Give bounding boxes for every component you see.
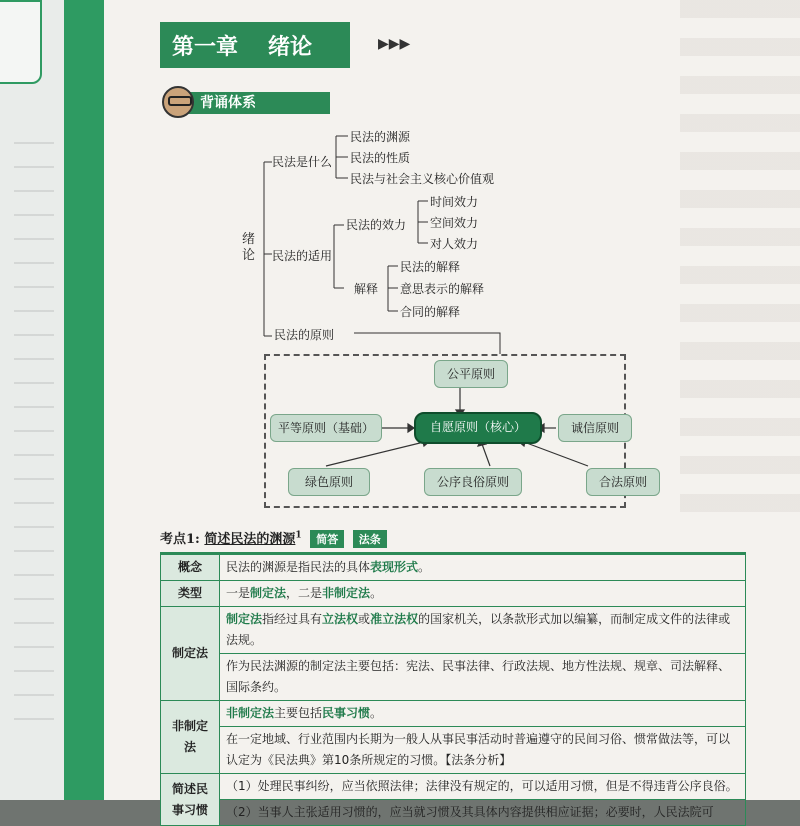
row-content — [220, 554, 746, 581]
cell-emphasis: 表现形式 — [370, 560, 419, 574]
mindmap-leaf: 民法的解释 — [400, 260, 461, 274]
kaodian-heading — [160, 528, 387, 548]
row-content: （2）当事人主张适用习惯的，应当就习惯及其具体内容提供相应证据；必要时，人民法院可 — [220, 800, 746, 826]
table-row — [161, 654, 746, 701]
cell-text: 指经过具有 — [262, 612, 323, 626]
table-row — [161, 774, 746, 800]
mindmap-node: 民法的效力 — [346, 218, 407, 232]
cell-emphasis: 立法权 — [322, 612, 359, 626]
cell-text: 一是 — [226, 586, 251, 600]
kaodian-title: 简述民法的渊源 — [204, 532, 296, 547]
principle-voluntariness: 自愿原则（核心） — [414, 412, 542, 444]
mindmap-root: 绪论 — [242, 232, 256, 263]
row-content — [220, 607, 746, 654]
mindmap-leaf: 合同的解释 — [400, 305, 461, 319]
table-row — [161, 554, 746, 581]
mindmap-node: 解释 — [354, 282, 379, 296]
cell-emphasis: 民事习惯 — [322, 706, 371, 720]
book-page — [104, 0, 800, 819]
cell-emphasis: 非制定法 — [322, 586, 371, 600]
section-label: 背诵体系 — [186, 92, 330, 114]
cell-text: 。 — [418, 560, 431, 574]
tag-short-answer: 简答 — [310, 530, 344, 548]
principle-fairness: 公平原则 — [434, 360, 508, 388]
row-content — [220, 701, 746, 727]
mindmap-branch-1: 民法是什么 — [272, 155, 333, 169]
mindmap-leaf: 空间效力 — [430, 216, 479, 230]
table-row — [161, 607, 746, 654]
cell-text: 。 — [370, 706, 383, 720]
principle-good-faith: 诚信原则 — [558, 414, 632, 442]
row-header: 简述民事习惯 — [161, 774, 220, 826]
mindmap-leaf: 民法与社会主义核心价值观 — [350, 172, 495, 186]
cell-text: 主要包括 — [274, 706, 323, 720]
principle-equality: 平等原则（基础） — [270, 414, 382, 442]
table-row — [161, 581, 746, 607]
principle-green: 绿色原则 — [288, 468, 370, 496]
cell-text: 的国家机关，以条款形式加以编纂，而制定成文件的法律或法规。 — [226, 612, 731, 647]
cell-emphasis: 非制定法 — [226, 706, 275, 720]
row-content: （1）处理民事纠纷，应当依照法律；法律没有规定的，可以适用习惯，但是不得违背公序良俗。 — [220, 774, 746, 800]
cell-emphasis: 制定法 — [250, 586, 287, 600]
mindmap-leaf: 对人效力 — [430, 237, 479, 251]
cell-text: ，二是 — [286, 586, 323, 600]
mindmap-leaf: 民法的性质 — [350, 151, 411, 165]
mindmap-leaf: 时间效力 — [430, 195, 479, 209]
kaodian-prefix: 考点1: — [160, 532, 200, 547]
table-row — [161, 800, 746, 826]
left-page-tab — [0, 0, 42, 84]
cell-text: 或 — [358, 612, 371, 626]
row-header: 类型 — [161, 581, 220, 607]
principle-legality: 合法原则 — [586, 468, 660, 496]
cell-text: 民法的渊源是指民法的具体 — [226, 560, 371, 574]
chapter-number: 第一章 — [172, 34, 239, 60]
row-content — [220, 581, 746, 607]
kaodian-footnote: 1 — [295, 530, 302, 541]
cell-emphasis: 准立法权 — [370, 612, 419, 626]
mindmap-branch-2: 民法的适用 — [272, 249, 333, 263]
row-header: 概念 — [161, 554, 220, 581]
chapter-arrows-icon: ▶▶▶ — [378, 36, 411, 52]
table-row — [161, 727, 746, 774]
row-content: 作为民法渊源的制定法主要包括：宪法、民事法律、行政法规、地方性法规、规章、司法解释、国际条约。 — [220, 654, 746, 701]
cell-emphasis: 制定法 — [226, 612, 263, 626]
cell-text: 。 — [370, 586, 383, 600]
mindmap-leaf: 民法的渊源 — [350, 130, 411, 144]
page-edge-stripe — [64, 0, 104, 800]
chapter-title: 绪论 — [268, 34, 313, 60]
row-content: 在一定地域、行业范围内长期为一般人从事民事活动时普遍遵守的民间习俗、惯常做法等，可以认定为《民法典》第10条所规定的习惯。【法条分析】 — [220, 727, 746, 774]
content-table — [160, 552, 746, 826]
tag-statute: 法条 — [353, 530, 387, 548]
row-header: 制定法 — [161, 607, 220, 701]
mindmap-branch-3: 民法的原则 — [274, 328, 335, 342]
left-page-text — [14, 120, 54, 720]
row-header: 非制定法 — [161, 701, 220, 774]
table-row — [161, 701, 746, 727]
mindmap-leaf: 意思表示的解释 — [400, 282, 485, 296]
principle-public-order: 公序良俗原则 — [424, 468, 522, 496]
